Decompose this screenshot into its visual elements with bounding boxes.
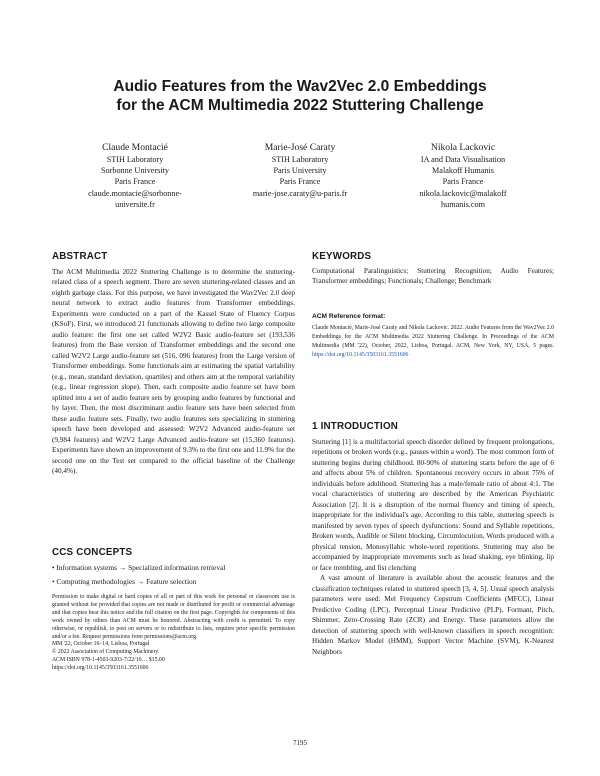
author-email: claude.montacie@sorbonne-: [88, 188, 182, 198]
paper-title-line-1: Audio Features from the Wav2Vec 2.0 Embeddings: [113, 78, 487, 95]
author-affiliation: STIH Laboratory: [106, 155, 164, 164]
author-institution: Paris University: [273, 166, 327, 176]
reference-doi-link[interactable]: https://doi.org/10.1145/3503161.3551606: [312, 352, 409, 358]
reference-format-text: [312, 324, 554, 360]
page-number: 7195: [293, 739, 307, 747]
author-email-continued: humanis.com: [441, 199, 485, 209]
ccs-section: [52, 548, 295, 587]
abstract-section: [52, 252, 295, 477]
isbn-line: ACM ISBN 978-1-4503-9203-7/22/10… $15.00: [52, 657, 165, 664]
abstract-heading: ABSTRACT: [52, 251, 108, 262]
ccs-item: • Computing methodologies → Feature selection: [52, 576, 197, 586]
copyright-line: © 2022 Association of Computing Machinery.: [52, 649, 160, 656]
author-location: Paris France: [114, 177, 156, 187]
author-location: Paris France: [442, 177, 484, 187]
author-affiliation: STIH Laboratory: [271, 155, 329, 164]
conference-line: MM '22, October 10–14, Lisboa, Portugal: [52, 641, 150, 648]
reference-citation: Claude Montacié, Marie-José Caraty and Nikola Lackovic. 2022. Audio Features from the Wav2Vec 2.0 Embeddings for the ACM Multimedia 2022 Stuttering Challenge. In Proceedings of the ACM Multimedia (MM '22), October, 2022, Lisboa, Portugal. ACM, New York, NY, USA, 5 pages.: [312, 325, 554, 349]
author-block-1: [50, 142, 220, 210]
author-institution: Sorbonne University: [101, 166, 169, 176]
introduction-paragraph-2: A vast amount of literature is available about the acoustic features and the classification techniques related to stuttered speech [3, 4, 5]. Usual speech analysis parameters were used: Mel Frequency Cepstrum Coefficients (MFCC), Linear Predictive Coding (LPC), Perceptual Linear Predictive (PLP), Formant, Pitch, Shimmer, Zero-Crossing Rate (ZCR) and Energy. These parameters allow the detection of stuttering speech with well-known classifiers in speech recognition: Hidden Markov Model (HMM), Support Vector Machine (SVM), K-Nearest Neighbors: [312, 574, 554, 656]
author-email: marie-jose.caraty@u-paris.fr: [252, 188, 348, 198]
ccs-heading: CCS CONCEPTS: [52, 547, 133, 558]
author-name: Marie-José Caraty: [264, 142, 336, 153]
author-location: Paris France: [279, 177, 321, 187]
author-email: nikola.lackovic@malakoff: [419, 188, 507, 198]
author-email-continued: universite.fr: [115, 199, 155, 209]
author-affiliation: IA and Data Visualisation: [420, 155, 506, 164]
keywords-heading: KEYWORDS: [312, 251, 372, 262]
permission-block: [52, 594, 295, 673]
author-name: Claude Montacié: [102, 142, 168, 153]
keywords-text: Computational Paralinguistics; Stuttering Recognition; Audio Features; Transformer embeddings; Functionals; Challenge; Benchmark: [312, 266, 554, 285]
introduction-heading: 1 INTRODUCTION: [312, 421, 399, 432]
reference-format-label: ACM Reference format:: [312, 313, 386, 320]
keywords-section: [312, 252, 554, 287]
permission-text: Permission to make digital or hard copies of all or part of this work for personal or classroom use is granted without fee provided that copies are not made or distributed for profit or commercial advantage and that copies bear this notice and the full citation on the first page. Copyrights for components of this work owned by others than ACM must be honored. Abstracting with credit is permitted. To copy otherwise, or republish, to post on servers or to redistribute to lists, requires prior specific permission and/or a fee. Request permissions from permissions@acm.org.: [52, 594, 295, 640]
author-institution: Malakoff Humanis: [432, 166, 494, 176]
introduction-paragraph-1: Stuttering [1] is a multifactorial speech disorder defined by frequent prolongations, repetitions or broken words (e.g., pauses within a word). The most common form of stuttering begins during childhood. 80-90% of stuttering starts before the age of 6 and affects about 5% of children. Spontaneous recovery occurs in about 75% of individuals before adulthood. Stuttering has a male/female ratio of about 4:1. The vocal characteristics of stuttering are described by the American Psychiatric Association [2]. It is a disruption of the normal fluency and timing of speech, inappropriate for the individual's age. According to this table, stuttering speech is manifested by seven types of speech dysfunctions: Sound and Syllable repetitions, Broken words, Audible or Silent blocking, Circumlocution, Words produced with a physical tension, Monosyllabic whole-word repetitions. Stuttering may also be accompanied by inappropriate movements such as head shaking, eye blinking, lip or face trembling, and fist clenching: [312, 437, 554, 572]
author-block-3: [378, 142, 548, 210]
ccs-item: • Information systems → Specialized information retrieval: [52, 562, 226, 572]
author-block-2: [215, 142, 385, 199]
doi-line: https://doi.org/10.1145/3503161.3551606: [52, 665, 149, 672]
paper-title-line-2: for the ACM Multimedia 2022 Stuttering Challenge: [116, 97, 484, 114]
abstract-text: The ACM Multimedia 2022 Stuttering Challenge is to determine the stuttering-related class of a speech segment. There are seven stuttering-related classes and an eighth garbage class. For this purpose, we have investigated the Wav2Vec 2.0 deep neural network to extract audio features from Transformer embeddings. Experiments were conducted on a part of the Kassel State of Fluency Corpus (KSoF). First, we introduced 21 functionals allowing to define two large composite audio feature: the first one set called W2V2 Basic audio-feature set (193,536 features) from the Base version of Transformer embeddings and the second one called W2V2 Large audio-feature set (516, 096 features) from the Large version of Transformer embeddings. Some functionals aim at estimating the spatial variability (e.g., mean, standard deviation, quartiles) and others aim at the temporal variability (e.g., linear regression slope). Then, each composite audio feature set have been splitted into a set of audio feature sets by grouping audio features by functional and by layer. Then, the most discriminant audio feature sets have been selected from these audio feature sets. Finally, two audio features sets specializing in stuttering speech have been developed and assessed: W2V2 Advanced audio-feature set (9,984 features) and W2V2 Large Advanced audio-feature set (15,360 features). Experiments have shown an improvement of 9.3% to the first one and 11.9% for the second one on the Test set compared to the official baseline of the Challenge (40.4%).: [52, 267, 295, 475]
reference-format-section: [312, 312, 554, 360]
introduction-section: [312, 422, 554, 657]
author-name: Nikola Lackovic: [430, 142, 496, 153]
